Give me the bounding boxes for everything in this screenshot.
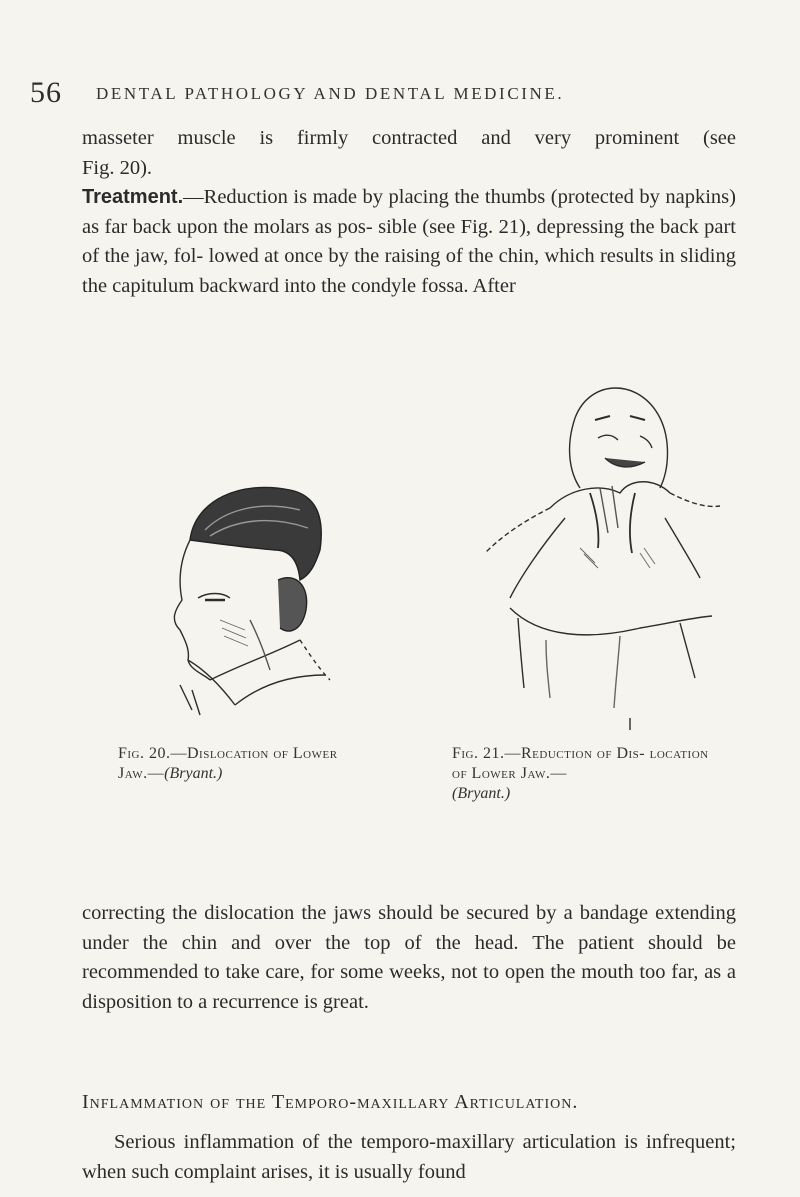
figure-20-caption [118, 744, 368, 784]
intro-paragraph [82, 124, 736, 183]
section-text: Serious inflammation of the temporo-maxillary articulation is infrequent; when such complaint arises, it is usually found [82, 1131, 736, 1183]
running-head: DENTAL PATHOLOGY AND DENTAL MEDICINE. [96, 84, 565, 103]
treatment-text: —Reduction is made by placing the thumbs (protected by napkins) as far back upon the molars as pos- sible (see Fig. 21), depressing the back part of the jaw, fol- lowed at once by the raising of the chin, which results in sliding the capitulum backward into the condyle fossa. After [82, 186, 736, 297]
after-figures-text: correcting the dislocation the jaws should be secured by a bandage extending under the chin and over the top of the head. The patient should be recommended to take care, for some weeks, not to open the mouth too far, as a disposition to a recurrence is great. [82, 902, 736, 1013]
section-heading: Inflammation of the Temporo-maxillary Articulation. [82, 1091, 579, 1113]
figure-21-caption-text: Fig. 21.—Reduction of Dis- location of Lower Jaw.— [452, 745, 709, 782]
intro-line-1: masseter muscle is firmly contracted and very prominent (see [82, 127, 736, 149]
page-header [30, 76, 770, 112]
figure-20-illustration [150, 470, 350, 720]
after-figures-paragraph [82, 899, 736, 1017]
figure-21-illustration [480, 378, 720, 730]
figure-20-caption-text: Fig. 20.—Dislocation of Lower Jaw.— [118, 745, 338, 782]
figure-20-credit: (Bryant.) [164, 765, 223, 782]
figure-21-credit: (Bryant.) [452, 785, 511, 802]
page-number: 56 [30, 76, 62, 109]
section-paragraph [82, 1128, 736, 1187]
treatment-heading: Treatment. [82, 186, 184, 208]
treatment-paragraph [82, 183, 736, 301]
figure-21-caption [452, 744, 712, 804]
intro-line-2: Fig. 20). [82, 156, 153, 179]
